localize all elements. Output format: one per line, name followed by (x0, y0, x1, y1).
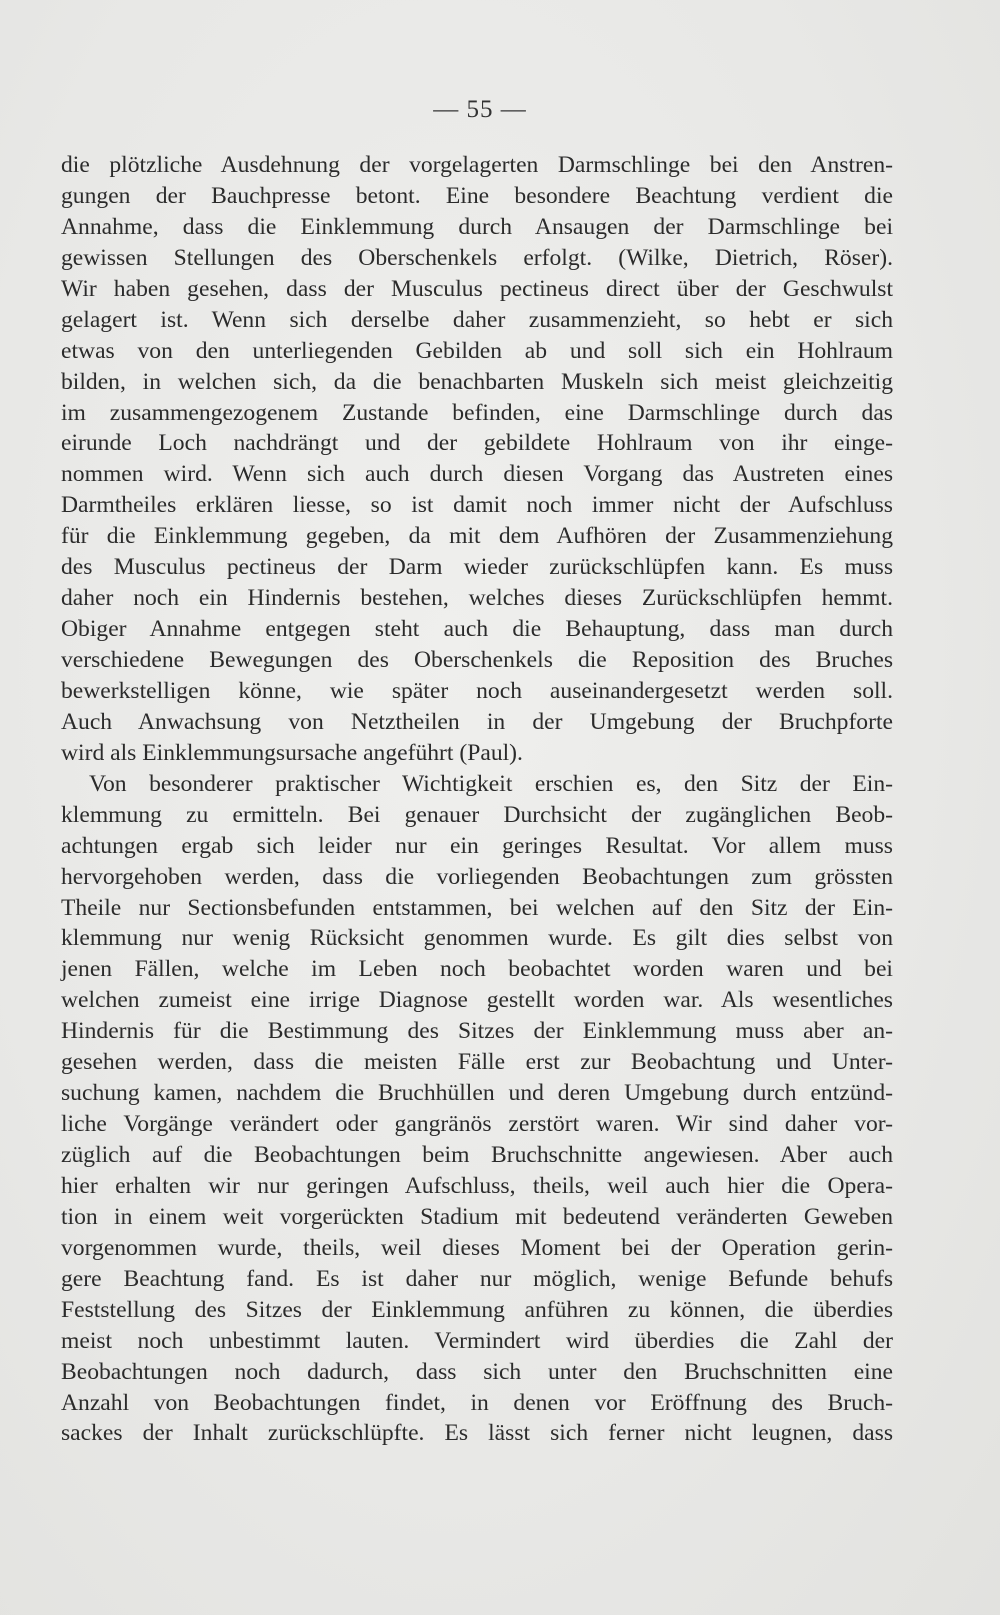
text-line-paragraph-start: Von besonderer praktischer Wichtigkeit erschien es, den Sitz der Ein- (89, 770, 893, 797)
text-line: etwas von den unterliegenden Gebilden ab und soll sich ein Hohlraum (61, 337, 893, 364)
text-line: welchen zumeist eine irrige Diagnose gestellt worden war. Als wesentliches (61, 987, 893, 1014)
text-line: Auch Anwachsung von Netztheilen in der Umgebung der Bruchpforte (61, 708, 893, 735)
text-line: tion in einem weit vorgerückten Stadium mit bedeutend veränderten Geweben (61, 1203, 893, 1230)
text-line: gesehen werden, dass die meisten Fälle erst zur Beobachtung und Unter- (61, 1049, 893, 1076)
text-line: gewissen Stellungen des Oberschenkels erfolgt. (Wilke, Dietrich, Röser). (61, 244, 893, 271)
text-line: Hindernis für die Bestimmung des Sitzes der Einklemmung muss aber an- (61, 1018, 893, 1045)
text-line: klemmung nur wenig Rücksicht genommen wurde. Es gilt dies selbst von (61, 925, 893, 952)
text-line: sackes der Inhalt zurückschlüpfte. Es lässt sich ferner nicht leugnen, dass (61, 1420, 893, 1447)
text-line: verschiedene Bewegungen des Oberschenkels die Reposition des Bruches (61, 647, 893, 673)
text-line: die plötzliche Ausdehnung der vorgelagerten Darmschlinge bei den Anstren- (61, 152, 893, 178)
text-line: züglich auf die Beobachtungen beim Bruchschnitte angewiesen. Aber auch (61, 1142, 893, 1168)
text-line: liche Vorgänge verändert oder gangränös zerstört waren. Wir sind daher vor- (61, 1111, 893, 1138)
text-line: bewerkstelligen könne, wie später noch auseinandergesetzt werden soll. (61, 677, 893, 704)
text-line: gungen der Bauchpresse betont. Eine besondere Beachtung verdient die (61, 182, 893, 209)
text-line: meist noch unbestimmt lauten. Vermindert wird überdies die Zahl der (61, 1327, 893, 1354)
text-line: hier erhalten wir nur geringen Aufschluss, theils, weil auch hier die Opera- (61, 1172, 893, 1199)
text-line: bilden, in welchen sich, da die benachbarten Muskeln sich meist gleichzeitig (61, 368, 893, 395)
text-line: nommen wird. Wenn sich auch durch diesen Vorgang das Austreten eines (61, 461, 893, 488)
text-line: Theile nur Sectionsbefunden entstammen, bei welchen auf den Sitz der Ein- (61, 894, 893, 921)
text-line: Beobachtungen noch dadurch, dass sich unter den Bruchschnitten eine (61, 1358, 893, 1385)
text-line: für die Einklemmung gegeben, da mit dem Aufhören der Zusammenziehung (61, 523, 893, 550)
text-line: des Musculus pectineus der Darm wieder zurückschlüpfen kann. Es muss (61, 554, 893, 581)
text-line: jenen Fällen, welche im Leben noch beobachtet worden waren und bei (61, 956, 893, 983)
text-line: Anzahl von Beobachtungen findet, in denen vor Eröffnung des Bruch- (61, 1389, 893, 1416)
text-line: daher noch ein Hindernis bestehen, welches dieses Zurückschlüpfen hemmt. (61, 585, 893, 612)
text-line: hervorgehoben werden, dass die vorliegenden Beobachtungen zum grössten (61, 863, 893, 890)
text-line: Wir haben gesehen, dass der Musculus pectineus direct über der Geschwulst (61, 275, 893, 302)
page-number: — 55 — (433, 96, 527, 123)
text-line: gelagert ist. Wenn sich derselbe daher zusammenzieht, so hebt er sich (61, 306, 893, 333)
text-line: Obiger Annahme entgegen steht auch die Behauptung, dass man durch (61, 616, 893, 643)
text-line: Feststellung des Sitzes der Einklemmung anführen zu können, die überdies (61, 1296, 893, 1323)
text-line: Darmtheiles erklären liesse, so ist damit noch immer nicht der Aufschluss (61, 492, 893, 519)
text-line: vorgenommen wurde, theils, weil dieses Moment bei der Operation gerin- (61, 1234, 893, 1261)
text-line: gere Beachtung fand. Es ist daher nur möglich, wenige Befunde behufs (61, 1265, 893, 1292)
text-line: klemmung zu ermitteln. Bei genauer Durchsicht der zugänglichen Beob- (61, 801, 893, 828)
text-line: achtungen ergab sich leider nur ein geringes Resultat. Vor allem muss (61, 832, 893, 859)
text-line: Annahme, dass die Einklemmung durch Ansaugen der Darmschlinge bei (61, 213, 893, 240)
text-line: suchung kamen, nachdem die Bruchhüllen und deren Umgebung durch entzünd- (61, 1080, 893, 1107)
text-line-paragraph-end: wird als Einklemmungsursache angeführt (Paul). (61, 739, 523, 766)
body-text (61, 150, 893, 1449)
text-line: eirunde Loch nachdrängt und der gebildete Hohlraum von ihr einge- (61, 430, 893, 457)
text-line: im zusammengezogenem Zustande befinden, eine Darmschlinge durch das (61, 399, 893, 426)
